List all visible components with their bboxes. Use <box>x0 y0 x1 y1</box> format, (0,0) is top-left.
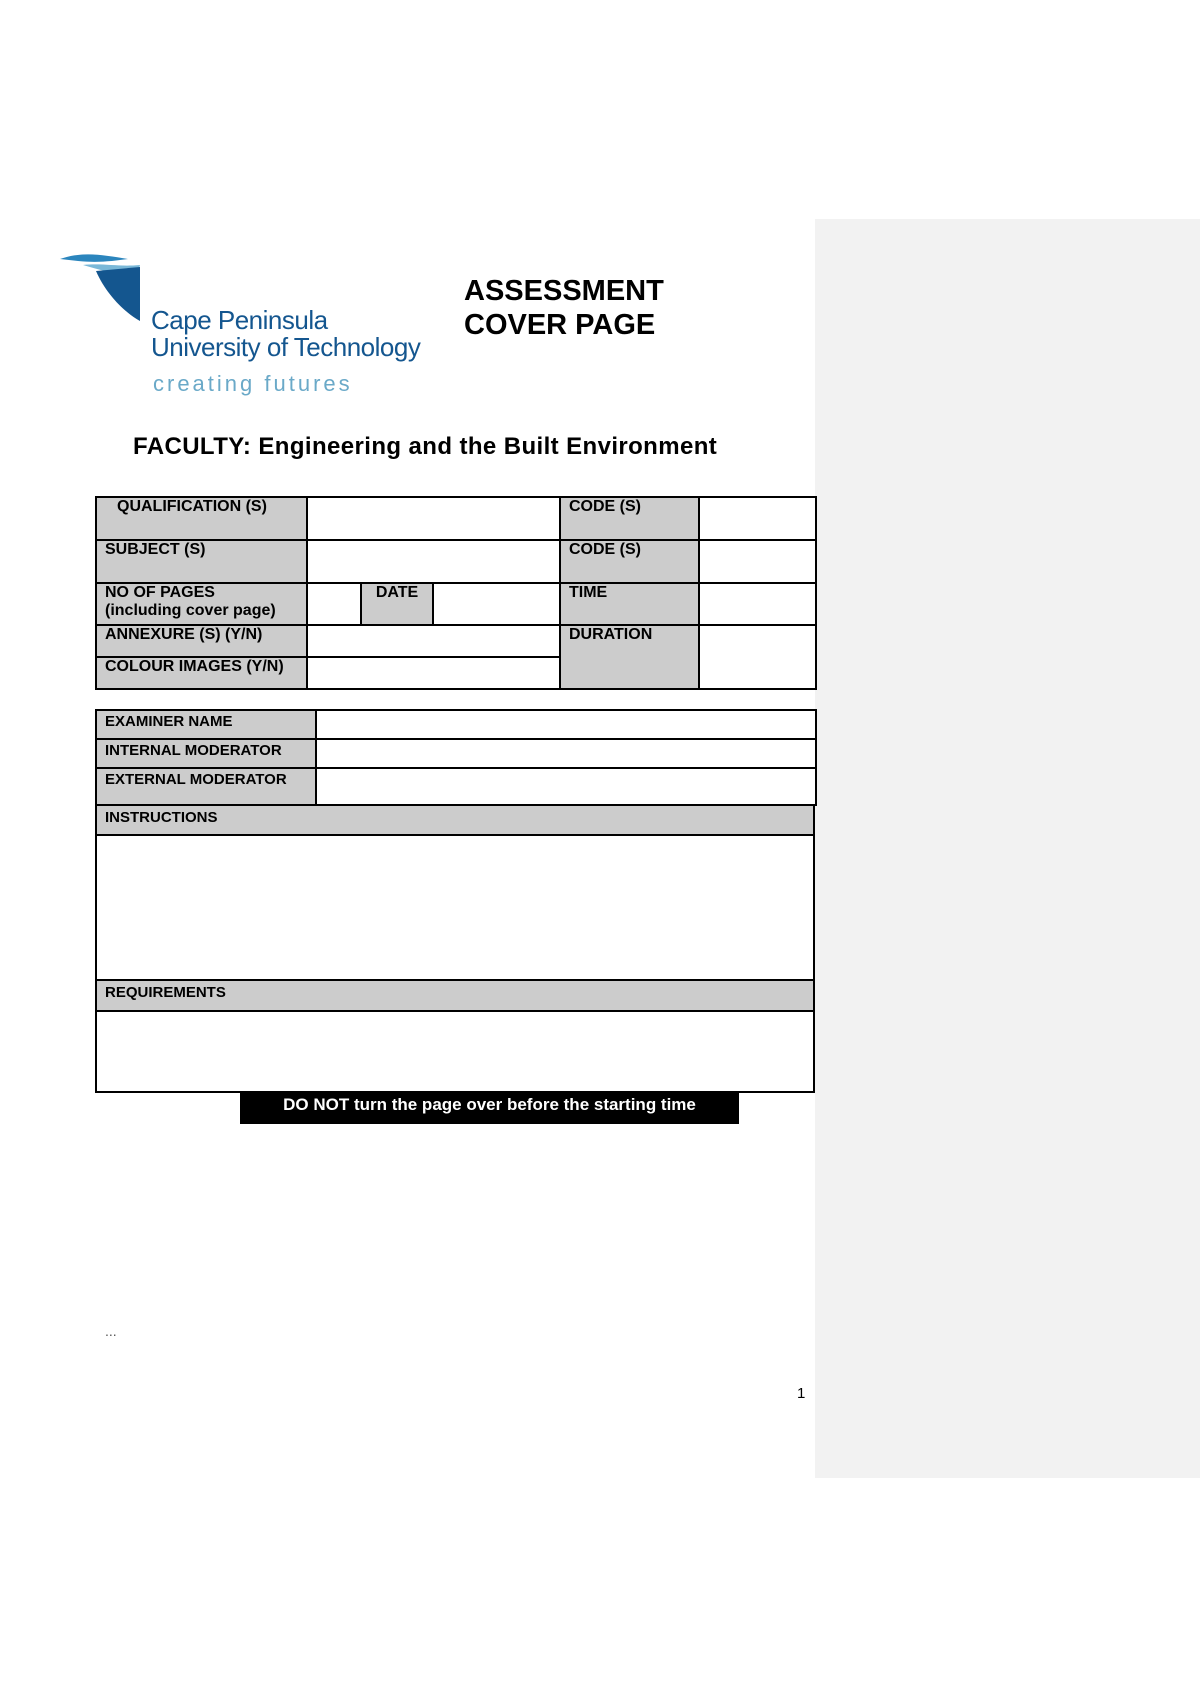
cput-logo <box>58 249 438 404</box>
faculty-heading: FACULTY: Engineering and the Built Environment <box>133 433 718 460</box>
document-title <box>464 274 664 342</box>
pages-label-line2: (including cover page) <box>105 602 276 619</box>
qualification-code-label: CODE (S) <box>560 497 699 540</box>
internal-moderator-field[interactable] <box>316 739 816 768</box>
colour-images-label: COLOUR IMAGES (Y/N) <box>96 657 307 689</box>
wave-logo-icon <box>58 249 158 334</box>
annexure-label: ANNEXURE (S) (Y/N) <box>96 625 307 657</box>
pages-label-line1: NO OF PAGES <box>105 584 215 601</box>
logo-tagline: creating futures <box>153 371 353 396</box>
subject-label: SUBJECT (S) <box>96 540 307 583</box>
external-moderator-field[interactable] <box>316 768 816 805</box>
ellipsis-marker: ... <box>105 1323 117 1339</box>
subject-code-label: CODE (S) <box>560 540 699 583</box>
page-number: 1 <box>797 1385 806 1402</box>
logo-name-line1: Cape Peninsula <box>151 305 328 335</box>
internal-moderator-label: INTERNAL MODERATOR <box>96 739 316 768</box>
date-label: DATE <box>361 583 433 625</box>
title-line1: ASSESSMENT <box>464 275 664 307</box>
examiner-label: EXAMINER NAME <box>96 710 316 739</box>
time-field[interactable] <box>699 583 816 625</box>
time-label: TIME <box>560 583 699 625</box>
qualification-field[interactable] <box>307 497 560 540</box>
qualification-label: QUALIFICATION (S) <box>96 497 307 540</box>
requirements-header: REQUIREMENTS <box>95 979 815 1012</box>
instructions-box[interactable] <box>95 834 815 981</box>
requirements-box[interactable] <box>95 1010 815 1093</box>
instructions-header: INSTRUCTIONS <box>95 804 815 836</box>
pages-label <box>96 583 307 625</box>
annexure-field[interactable] <box>307 625 560 657</box>
duration-label: DURATION <box>560 625 699 689</box>
comment-margin-panel <box>815 219 1200 1478</box>
duration-field[interactable] <box>699 625 816 689</box>
subject-code-field[interactable] <box>699 540 816 583</box>
colour-images-field[interactable] <box>307 657 560 689</box>
examiner-field[interactable] <box>316 710 816 739</box>
logo-name-line2: University of Technology <box>151 332 421 362</box>
pages-field[interactable] <box>307 583 361 625</box>
assessment-details-table <box>95 496 817 690</box>
qualification-code-field[interactable] <box>699 497 816 540</box>
warning-banner: DO NOT turn the page over before the starting time <box>240 1093 739 1124</box>
title-line2: COVER PAGE <box>464 309 656 341</box>
subject-field[interactable] <box>307 540 560 583</box>
date-field[interactable] <box>433 583 560 625</box>
staff-table <box>95 709 817 806</box>
external-moderator-label: EXTERNAL MODERATOR <box>96 768 316 805</box>
